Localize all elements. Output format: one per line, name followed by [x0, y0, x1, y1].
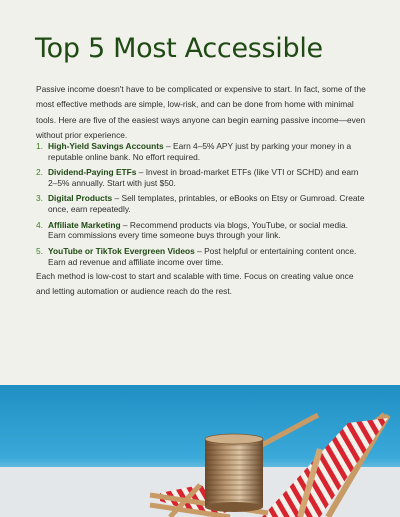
list-item	[36, 246, 366, 268]
list-item-text	[48, 193, 366, 215]
coin-stack	[205, 434, 263, 512]
list-number: 4.	[36, 219, 43, 230]
method-name: Affiliate Marketing	[48, 219, 121, 230]
method-name: High-Yield Savings Accounts	[48, 141, 164, 151]
method-description: – Earn 4–5% APY just by parking your money in a reputable online bank. No effort required.	[48, 141, 352, 162]
list-item-text	[48, 220, 366, 242]
method-name: Dividend-Paying ETFs	[48, 167, 137, 178]
method-description: – Sell templates, printables, or eBooks on Etsy or Gumroad. Create once, earn repeatedly.	[48, 193, 365, 215]
list-item	[36, 220, 366, 242]
method-description: – Recommend products via blogs, YouTube, or social media. Earn commissions every time someone buys through your link.	[48, 219, 348, 241]
list-number: 2.	[36, 167, 43, 178]
method-name: Digital Products	[48, 193, 113, 204]
method-description: – Invest in broad-market ETFs (like VTI or SCHD) and earn 2–5% annually. Start with just $50.	[48, 167, 359, 188]
method-name: YouTube or TikTok Evergreen Videos	[48, 245, 195, 256]
coin-stack-beach-chair-image	[0, 385, 400, 517]
list-item-text	[48, 167, 366, 189]
outro-paragraph: Each method is low-cost to start and scalable with time. Focus on creating value once and letting automation or audience reach do the rest.	[36, 271, 354, 297]
list-item-text	[48, 141, 366, 163]
list-item	[36, 141, 366, 163]
intro-paragraph: Passive income doesn't have to be complicated or expensive to start. In fact, some of the most effective methods are simple, low-risk, and can be done from home with minimal tools. Here are five of the easiest ways anyone can begin earning passive income—even without prior experience.	[36, 84, 366, 141]
page-title: Top 5 Most Accessible	[35, 33, 323, 64]
list-number: 3.	[36, 193, 43, 204]
list-item-text	[48, 246, 366, 268]
list-number: 1.	[36, 141, 43, 151]
list-item	[36, 167, 366, 189]
list-number: 5.	[36, 245, 43, 256]
list-item	[36, 193, 366, 215]
method-list	[36, 141, 366, 272]
method-description: – Post helpful or entertaining content once. Earn ad revenue and affiliate income over time.	[48, 245, 357, 267]
